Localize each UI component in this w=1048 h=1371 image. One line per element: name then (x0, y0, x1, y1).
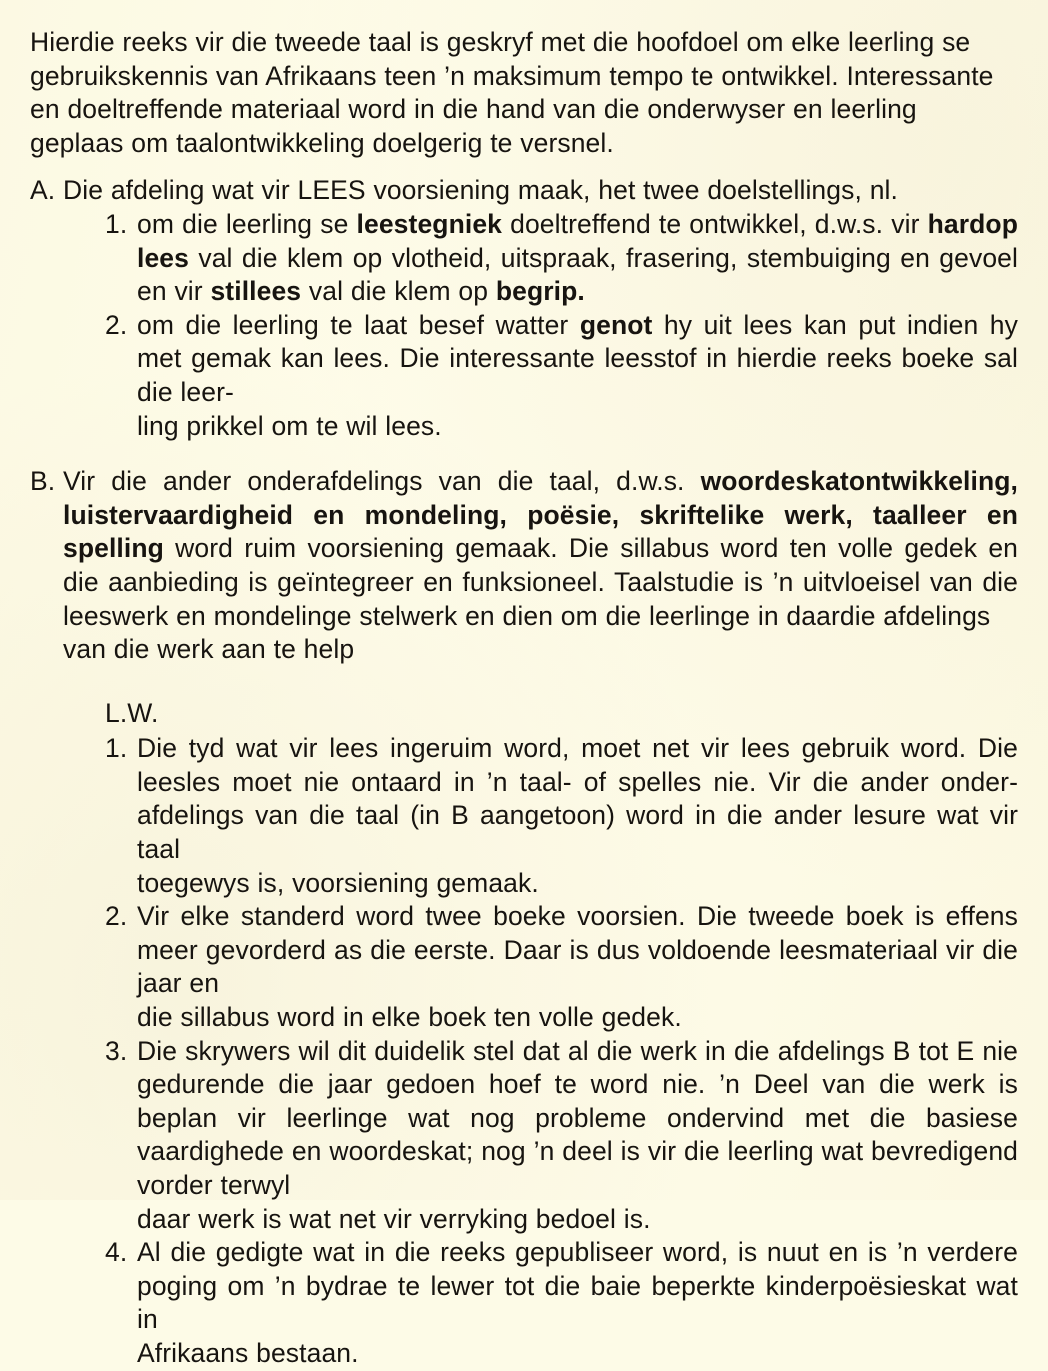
text-run: Afrikaans bestaan. (137, 1337, 359, 1368)
lw-list (105, 732, 1018, 1370)
bold-run: hardop (927, 208, 1019, 239)
section-a-list (105, 208, 1018, 443)
section-b-body (63, 465, 1018, 1370)
text-run: val die klem op (301, 276, 496, 307)
text-run: val die klem op vlotheid, uitspraak, frasering, stembuiging en gevoel en vir (137, 242, 1018, 307)
bold-run: lees (137, 242, 189, 273)
lw-block (105, 697, 1018, 1371)
bold-run: stillees (210, 276, 302, 307)
text-run: Vir die ander onderafdelings van die taal, d.w.s. (63, 466, 701, 497)
bold-run: genot (579, 309, 653, 340)
text-run: ling prikkel om te wil lees. (137, 410, 442, 441)
list-item (105, 1236, 1018, 1370)
list-item-marker: 2. (105, 309, 128, 340)
list-item (105, 732, 1018, 900)
list-item-text (137, 1236, 1018, 1370)
list-item (105, 208, 1018, 309)
text-run: toegewys is, voorsiening gemaak. (137, 867, 539, 898)
list-item-marker: 2. (105, 901, 128, 932)
text-run: die sillabus word in elke boek ten volle gedek. (137, 1002, 682, 1033)
list-item-marker: 4. (105, 1237, 128, 1268)
text-run: om die leerling se (137, 208, 357, 239)
section-b (30, 465, 1018, 1370)
section-a-body (63, 174, 1018, 443)
section-a (30, 174, 1018, 443)
text-run: van die werk aan te help (63, 634, 355, 665)
intro-line-1: Hierdie reeks vir die tweede taal is geskryf met die hoofdoel om elke leerling se (30, 27, 971, 57)
text-run: word ruim voorsiening gemaak. Die sillabus word ten volle gedek en die aanbieding is geïntegreer en funksioneel. Taalstudie is ’n uitvloeisel van die leeswerk en mondelinge stelwerk en dien om die leerlinge in daardie afdelings (63, 533, 1018, 631)
list-item-text (137, 208, 1018, 309)
lw-label: L.W. (105, 697, 159, 728)
list-item (105, 309, 1018, 443)
text-run: Die tyd wat vir lees ingeruim word, moet net vir lees gebruik word. Die leesles moet nie ontaard in ’n taal- of spelles nie. Vir die ander onder-afdelings van die taal (in B aangetoon) word in die ander lesure wat vir taal (137, 733, 1018, 865)
list-item-marker: 3. (105, 1035, 128, 1066)
intro-paragraph (30, 26, 1018, 160)
list-item (105, 900, 1018, 1034)
section-a-marker: A. (30, 175, 56, 206)
list-item-marker: 1. (105, 208, 128, 239)
section-b-paragraph (63, 465, 1018, 667)
intro-line-3: en doeltreffende materiaal word in die hand van die onderwyser en leerling (30, 94, 917, 125)
intro-line-4: geplaas om taalontwikkeling doelgerig te versnel. (30, 127, 614, 158)
bold-run: leestegniek (356, 208, 502, 239)
text-run: Vir elke standerd word twee boeke voorsien. Die tweede boek is effens meer gevorderd as die eerste. Daar is dus voldoende leesmateriaal vir die jaar en (137, 901, 1018, 999)
text-run: doeltreffend te ontwikkel, d.w.s. vir (502, 208, 928, 239)
text-run: Al die gedigte wat in die reeks gepubliseer word, is nuut en is ’n verdere poging om ’n bydrae te lewer tot die baie beperkte kinderpoësieskat wat in (137, 1237, 1018, 1335)
text-run: daar werk is wat net vir verryking bedoel is. (137, 1203, 651, 1234)
section-b-marker: B. (30, 466, 56, 497)
text-run: om die leerling te laat besef watter (137, 309, 580, 340)
list-item-marker: 1. (105, 733, 128, 764)
list-item-text (137, 732, 1018, 900)
text-run: Die skrywers wil dit duidelik stel dat al die werk in die afdelings B tot E nie gedurende die jaar gedoen hoef te word nie. ’n Deel van die werk is beplan vir leerlinge wat nog probleme ondervind met die basiese vaardighede en woordeskat; nog ’n deel is vir die leerling wat bevredigend vorder terwyl (137, 1035, 1018, 1200)
section-a-lead: Die afdeling wat vir LEES voorsiening maak, het twee doelstellings, nl. (63, 175, 898, 206)
bold-run: woordeskatontwikkeling, luistervaardigheid en mondeling, poësie, skriftelike werk, taalleer en spelling (63, 466, 1018, 564)
text-run: hy uit lees kan put indien hy met gemak kan lees. Die interessante leesstof in hierdie reeks boeke sal die leer- (137, 309, 1018, 407)
intro-line-2: gebruikskennis van Afrikaans teen ’n maksimum tempo te ontwikkel. Interessante (30, 60, 994, 91)
list-item (105, 1035, 1018, 1237)
list-item-text (137, 1035, 1018, 1237)
list-item-text (137, 309, 1018, 443)
list-item-text (137, 900, 1018, 1034)
bold-run: begrip. (495, 276, 585, 307)
